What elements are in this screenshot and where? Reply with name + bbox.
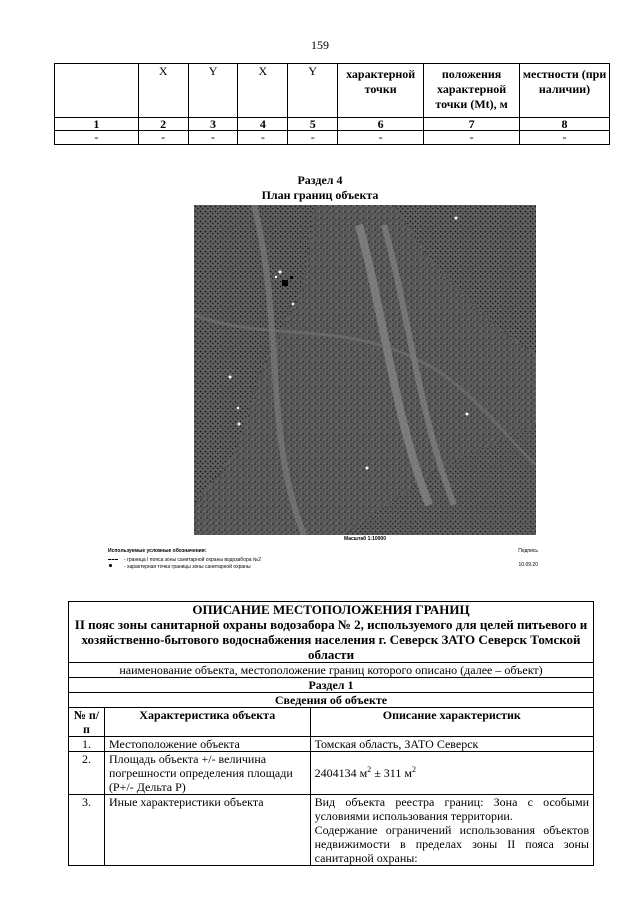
legend-title: Используемые условные обозначения: (108, 548, 207, 554)
table-row (55, 118, 610, 131)
area-unit-power: 2 (367, 765, 372, 774)
table-header-row (55, 64, 610, 118)
row-characteristic: Местоположение объекта (104, 737, 310, 752)
area-error: 311 м (383, 766, 412, 780)
table-cell: 1 (55, 118, 139, 131)
dashed-line-icon (108, 559, 118, 560)
boundary-map (194, 205, 536, 535)
table-row (69, 663, 594, 678)
row-characteristic: Площадь объекта +/- величина погрешности определения площади (Р+/- Дельта Р) (104, 752, 310, 795)
table-cell: - (338, 131, 424, 145)
table-cell: - (138, 131, 188, 145)
description-paragraph: Вид объекта реестра границ: Зона с особыми условиями использования территории. (314, 795, 589, 823)
section-heading (0, 173, 640, 203)
table-cell: 6 (338, 118, 424, 131)
table-row (69, 795, 594, 866)
table-cell: 8 (520, 118, 610, 131)
map-legend (108, 548, 538, 570)
header-cell: X (238, 64, 288, 118)
row-description: Томская область, ЗАТО Северск (310, 737, 593, 752)
table-row (69, 602, 594, 663)
boundary-description-table (68, 601, 594, 866)
header-cell: Описание характеристик (310, 708, 593, 737)
table-cell: - (238, 131, 288, 145)
coordinates-table (54, 63, 610, 145)
table-cell: 4 (238, 118, 288, 131)
area-separator: ± (371, 766, 384, 780)
header-cell: Y (288, 64, 338, 118)
header-cell: № п/п (69, 708, 105, 737)
row-characteristic: Иные характеристики объекта (104, 795, 310, 866)
legend-item (108, 557, 538, 563)
table-cell: 3 (188, 118, 238, 131)
table-row (69, 752, 594, 795)
header-cell: Y (188, 64, 238, 118)
table-cell: - (424, 131, 520, 145)
table-row (69, 678, 594, 693)
header-cell: X (138, 64, 188, 118)
signature-label: Подпись (518, 548, 538, 554)
error-unit-power: 2 (411, 765, 416, 774)
table-cell: 7 (424, 118, 520, 131)
row-description (310, 795, 593, 866)
object-note: наименование объекта, местоположение границ которого описано (далее – объект) (69, 663, 594, 678)
description-subtitle: II пояс зоны санитарной охраны водозабора № 2, используемого для целей питьевого и хозяйственно-бытового водоснабжения населения г. Северск ЗАТО Северск Томской области (74, 617, 588, 662)
table-cell: - (288, 131, 338, 145)
header-cell: местности (при наличии) (520, 64, 610, 118)
table-cell: 2 (138, 118, 188, 131)
page-number: 159 (311, 38, 329, 52)
header-cell: Характеристика объекта (104, 708, 310, 737)
table-row (55, 131, 610, 145)
section-label: Раздел 1 (69, 678, 594, 693)
table-header-row (69, 708, 594, 737)
header-cell: положения характерной точки (Mt), м (424, 64, 520, 118)
table-cell: 5 (288, 118, 338, 131)
section-number: Раздел 4 (297, 173, 343, 187)
table-cell: - (55, 131, 139, 145)
description-title: ОПИСАНИЕ МЕСТОПОЛОЖЕНИЯ ГРАНИЦ (192, 602, 470, 617)
legend-item (108, 564, 538, 570)
terrain-map-image (194, 205, 536, 535)
title-cell (69, 602, 594, 663)
date-label: 10.09.20 (518, 562, 538, 568)
row-number: 1. (69, 737, 105, 752)
point-marker-icon (109, 564, 112, 567)
header-cell: характерной точки (338, 64, 424, 118)
legend-item-label: - характерная точка границы зоны санитарной охраны (124, 564, 251, 570)
legend-item-label: - граница I пояса зоны санитарной охраны водозабора №2 (124, 557, 262, 563)
section-name: План границ объекта (261, 188, 379, 202)
header-cell (55, 64, 139, 118)
row-description (310, 752, 593, 795)
table-row (69, 737, 594, 752)
table-cell: - (188, 131, 238, 145)
row-number: 2. (69, 752, 105, 795)
table-row (69, 693, 594, 708)
table-cell: - (520, 131, 610, 145)
map-scale: Масштаб 1:10000 (343, 536, 386, 542)
row-number: 3. (69, 795, 105, 866)
area-value: 2404134 м (314, 766, 368, 780)
description-paragraph: Содержание ограничений использования объектов недвижимости в пределах зоны II пояса зоны санитарной охраны: (314, 823, 589, 865)
section-sublabel: Сведения об объекте (69, 693, 594, 708)
